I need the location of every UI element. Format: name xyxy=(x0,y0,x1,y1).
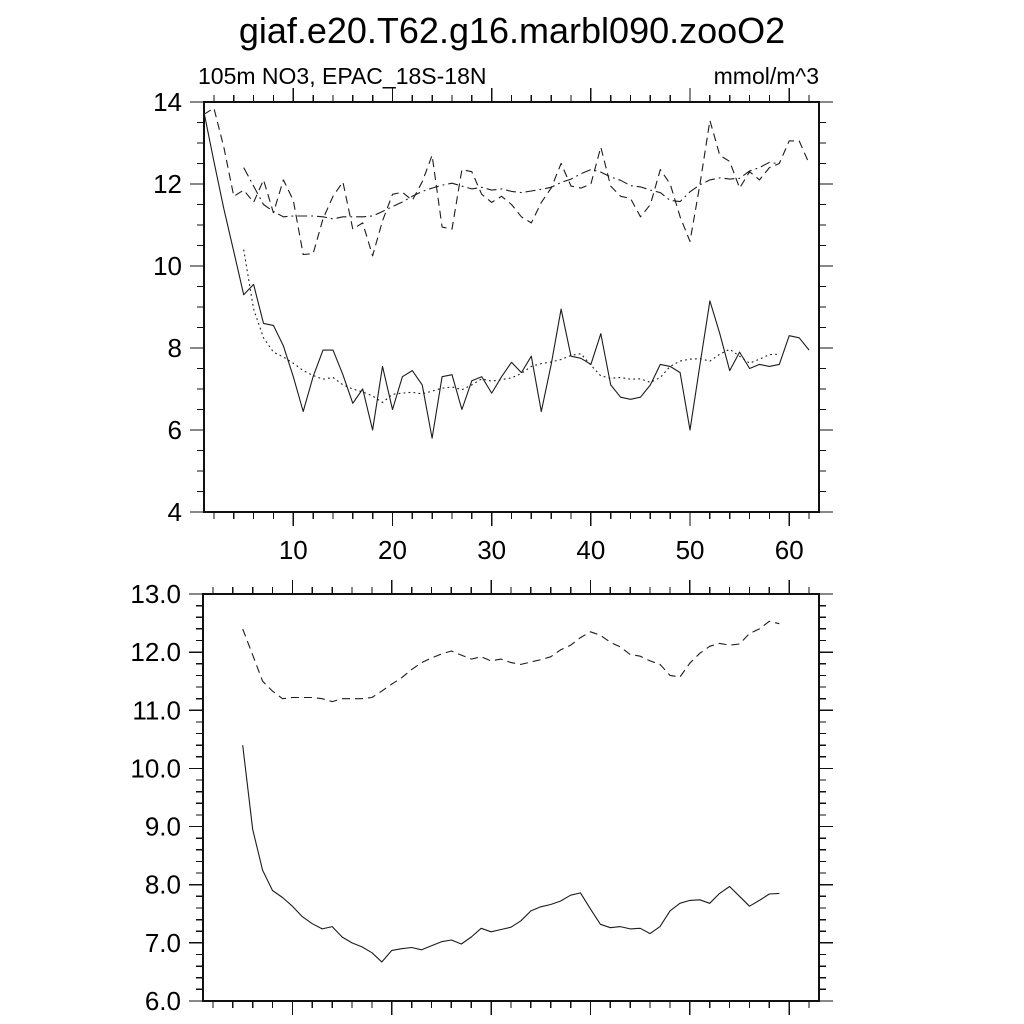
bottom-y-tick-label: 13.0 xyxy=(130,579,181,609)
bottom-panel xyxy=(130,579,833,1016)
top-x-tick-label: 60 xyxy=(774,535,804,565)
variable-region-label: 105m NO3, EPAC_18S-18N xyxy=(198,63,487,89)
top-y-tick-label: 6 xyxy=(167,415,182,445)
top-x-tick-label: 10 xyxy=(278,535,308,565)
top-panel xyxy=(153,87,833,565)
bottom-y-tick-label: 9.0 xyxy=(144,811,181,842)
bottom-y-tick-label: 8.0 xyxy=(144,869,181,900)
bottom-y-tick-label: 11.0 xyxy=(132,695,181,726)
bottom-y-tick-label: 6.0 xyxy=(144,986,181,1016)
top-x-tick-label: 20 xyxy=(378,535,407,565)
bottom-y-tick-label: 10.0 xyxy=(130,753,181,784)
top-y-tick-label: 12 xyxy=(153,169,182,199)
plot-title: giaf.e20.T62.g16.marbl090.zooO2 xyxy=(238,10,786,51)
bottom-smoothed-series-dashed xyxy=(243,621,780,701)
top-y-tick-label: 4 xyxy=(167,497,182,527)
top-smoothed-series-dotted xyxy=(244,250,780,403)
units-label: mmol/m^3 xyxy=(713,63,819,89)
top-frame xyxy=(204,102,819,512)
bottom-frame xyxy=(203,594,819,1001)
top-x-tick-label: 30 xyxy=(477,535,507,565)
top-annual-series-dashed xyxy=(204,108,809,256)
bottom-smoothed-series-solid xyxy=(243,745,780,962)
top-annual-series-solid xyxy=(204,112,809,438)
bottom-y-tick-label: 7.0 xyxy=(144,927,181,958)
top-y-tick-label: 8 xyxy=(167,333,182,363)
top-x-tick-label: 40 xyxy=(576,535,606,565)
top-x-tick-label: 50 xyxy=(675,535,705,565)
bottom-y-tick-label: 12.0 xyxy=(130,637,181,668)
top-y-tick-label: 14 xyxy=(153,87,182,117)
top-y-tick-label: 10 xyxy=(153,251,182,281)
